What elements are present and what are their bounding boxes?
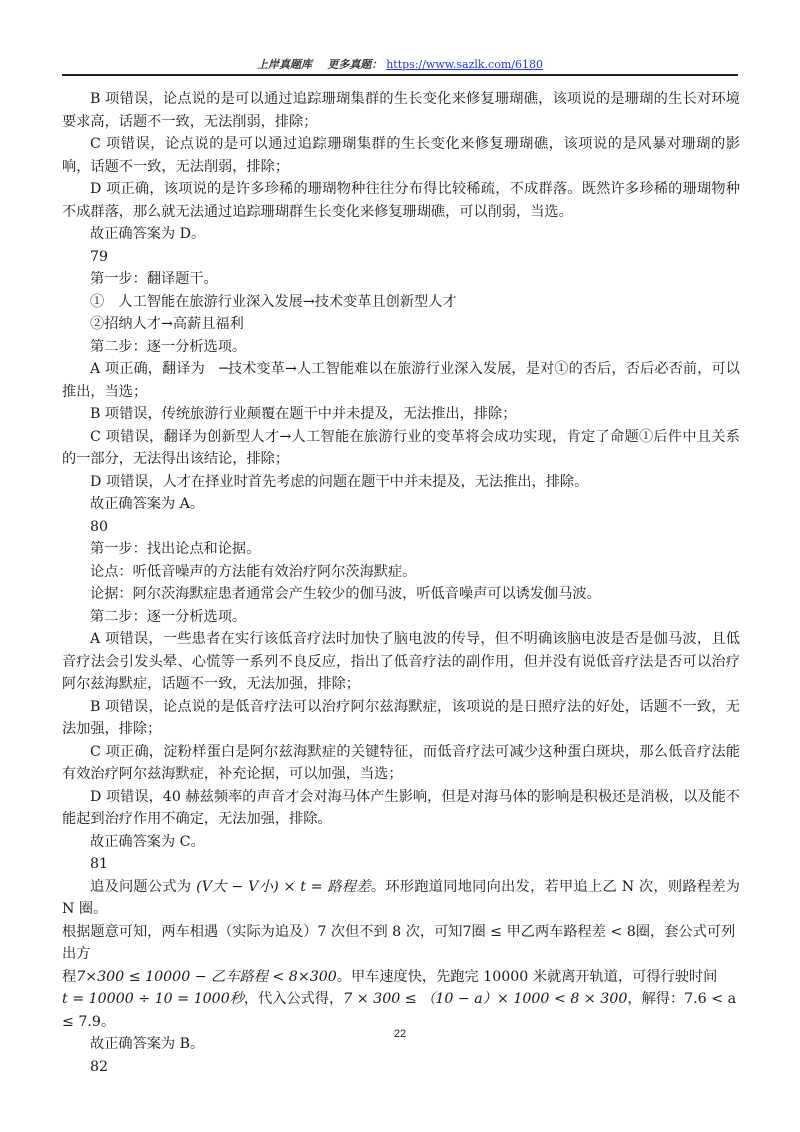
page-number: 22	[393, 1028, 407, 1040]
answer-line: 故正确答案为 B。	[90, 1036, 205, 1052]
answer-line: 故正确答案为 D。	[90, 226, 206, 242]
formula-paragraph: t = 10000 ÷ 10 = 1000秒，代入公式得，7 × 300 ≤ （10 − a）× 1000 < 8 × 300，解得：7.6 < a ≤ 7.9。	[62, 991, 737, 1030]
question-number: 82	[90, 1058, 109, 1075]
pursuit-formula: (V大 − V小) × t = 路程差	[196, 878, 371, 895]
paragraph: A 项错误，一些患者在实行该低音疗法时加快了脑电波的传导，但不明确该脑电波是否是伽马波，且低音疗法会引发头晕、心慌等一系列不良反应，指出了低音疗法的副作用，但并没有说低音疗法是否可以治疗阿尔兹海默症，话题不一致，无法加强，排除；	[62, 631, 740, 692]
equation-inequality: 7×300 ≤ 10000 − 乙车路程 < 8×300	[76, 968, 337, 985]
question-number: 79	[90, 248, 109, 265]
header-divider	[62, 74, 738, 76]
paragraph: D 项错误，40 赫兹频率的声音才会对海马体产生影响，但是对海马体的影响是积极还是消极，以及能不能起到治疗作用不确定，无法加强，排除。	[62, 788, 740, 827]
question-number: 81	[90, 856, 109, 872]
page-body	[62, 88, 740, 1078]
paragraph: A 项正确，翻译为 ─技术变革→人工智能难以在旅游行业深入发展，是对①的否后，否后必否前，可以推出，当选；	[62, 361, 740, 400]
question-number: 80	[90, 518, 109, 535]
site-label: 上岸真题库	[257, 58, 313, 71]
paragraph: 论点：听低音噪声的方法能有效治疗阿尔茨海默症。	[90, 563, 417, 580]
paragraph: B 项错误，传统旅游行业颠覆在题干中并未提及，无法推出，排除；	[90, 406, 517, 422]
paragraph: ②招纳人才→高薪且福利	[90, 316, 244, 332]
paragraph: D 项错误，人才在择业时首先考虑的问题在题干中并未提及，无法推出，排除。	[90, 473, 589, 490]
time-formula: t = 10000 ÷ 10 = 1000秒	[62, 991, 244, 1007]
paragraph: B 项错误，论点说的是可以通过追踪珊瑚集群的生长变化来修复珊瑚礁，该项说的是珊瑚的生长对环境要求高，话题不一致，无法削弱，排除；	[62, 91, 740, 130]
answer-line: 故正确答案为 C。	[90, 833, 205, 850]
step-heading: 第一步：找出论点和论据。	[90, 541, 261, 557]
paragraph: C 项错误，论点说的是可以通过追踪珊瑚集群的生长变化来修复珊瑚礁，该项说的是风暴对珊瑚的影响，话题不一致，无法削弱，排除；	[62, 136, 740, 175]
step-heading: 第二步：逐一分析选项。	[90, 608, 247, 625]
paragraph: 论据：阿尔茨海默症患者通常会产生较少的伽马波，听低音噪声可以诱发伽马波。	[90, 586, 601, 602]
source-label: 更多真题：	[327, 58, 383, 71]
source-link[interactable]: https://www.sazlk.com/6180	[386, 58, 543, 71]
page-header	[0, 56, 800, 72]
answer-line: 故正确答案为 A。	[90, 496, 205, 512]
formula-paragraph: 根据题意可知，两车相遇（实际为追及）7 次但不到 8 次，可知7圈 ≤ 甲乙两车路程差 < 8圈，套公式可列出方	[62, 923, 736, 962]
formula-paragraph: 程7×300 ≤ 10000 − 乙车路程 < 8×300。甲车速度快，先跑完 10000 米就离开轨道，可得行驶时间	[62, 968, 718, 985]
paragraph: ① 人工智能在旅游行业深入发展→技术变革且创新型人才	[90, 293, 457, 310]
paragraph: C 项正确，淀粉样蛋白是阿尔兹海默症的关键特征，而低音疗法可减少这种蛋白斑块，那么低音疗法能有效治疗阿尔兹海默症，补充论据，可以加强，当选；	[62, 743, 740, 782]
paragraph: B 项错误，论点说的是低音疗法可以治疗阿尔兹海默症，该项说的是日照疗法的好处，话题不一致，无法加强，排除；	[62, 698, 740, 737]
step-heading: 第一步：翻译题干。	[90, 271, 218, 287]
solve-formula: 7 × 300 ≤ （10 − a）× 1000 < 8 × 300	[343, 991, 628, 1007]
paragraph: D 项正确，该项说的是许多珍稀的珊瑚物种往往分布得比较稀疏，不成群落。既然许多珍稀的珊瑚物种不成群落，那么就无法通过追踪珊瑚群生长变化来修复珊瑚礁，可以削弱，当选。	[62, 181, 740, 220]
paragraph: C 项错误，翻译为创新型人才→人工智能在旅游行业的变革将会成功实现，肯定了命题①后件中且关系的一部分，无法得出该结论，排除；	[62, 428, 740, 467]
step-heading: 第二步：逐一分析选项。	[90, 338, 247, 355]
formula-paragraph: 追及问题公式为 (V大 − V小) × t = 路程差。环形跑道同地同向出发，若甲追上乙 N 次，则路程差为 N 圈。	[62, 878, 740, 917]
